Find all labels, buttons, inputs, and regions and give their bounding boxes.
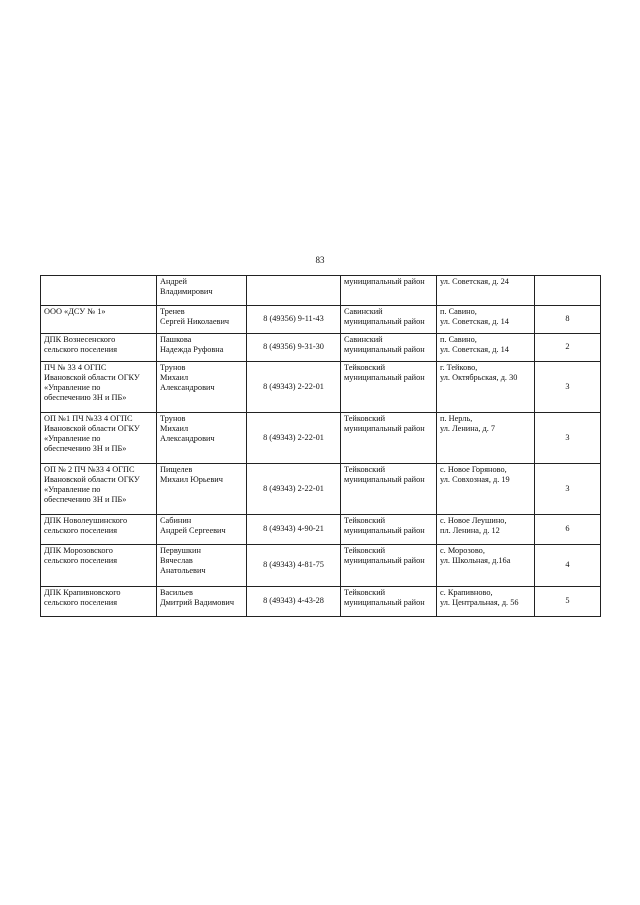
address-line: с. Морозово, — [440, 546, 485, 555]
person-line: Сабинин — [160, 516, 192, 525]
org-line: Ивановской области ОГКУ — [44, 373, 140, 383]
org-line: ОП № 2 ПЧ №33 4 ОГПС — [44, 465, 135, 474]
district-cell — [341, 362, 437, 413]
person-line: Андрей — [160, 277, 187, 286]
contact-person-cell — [157, 306, 247, 334]
org-line: «Управление по — [44, 434, 101, 444]
address-cell — [437, 545, 535, 587]
person-line: Михаил — [160, 373, 189, 383]
org-line: ОП №1 ПЧ №33 4 ОГПС — [44, 414, 133, 423]
count-cell: 6 — [535, 515, 601, 545]
org-line: ДПК Крапивновского — [44, 588, 121, 597]
organization-cell — [41, 306, 157, 334]
person-line: Васильев — [160, 588, 193, 597]
page-number: 83 — [315, 255, 325, 265]
contact-person-cell — [157, 587, 247, 617]
district-cell — [341, 334, 437, 362]
org-line: сельского поселения — [44, 526, 118, 536]
address-line: г. Тейково, — [440, 363, 478, 372]
table-row — [41, 587, 601, 617]
phone-cell: 8 (49343) 2-22-01 — [247, 362, 341, 413]
address-line: ул. Центральная, д. 56 — [440, 598, 519, 608]
organization-cell — [41, 334, 157, 362]
address-cell — [437, 515, 535, 545]
count-cell: 5 — [535, 587, 601, 617]
person-line: Михаил Юрьевич — [160, 475, 223, 485]
table-row — [41, 334, 601, 362]
org-line: сельского поселения — [44, 345, 118, 355]
phone-cell — [247, 276, 341, 306]
phone-cell: 8 (49356) 9-31-30 — [247, 334, 341, 362]
person-line: Первушкин — [160, 546, 201, 555]
person-line: Александрович — [160, 434, 215, 444]
contact-person-cell — [157, 515, 247, 545]
district-line: муниципальный район — [344, 277, 425, 286]
table-row — [41, 464, 601, 515]
person-line: Андрей Сергеевич — [160, 526, 226, 536]
district-line: муниципальный район — [344, 317, 425, 327]
address-line: ул. Совхозная, д. 19 — [440, 475, 510, 485]
organizations-table — [40, 275, 601, 617]
organization-cell — [41, 276, 157, 306]
org-line: ДПК Новолеушинского — [44, 516, 128, 525]
district-line: муниципальный район — [344, 345, 425, 355]
address-line: пл. Ленина, д. 12 — [440, 526, 500, 536]
count-cell: 4 — [535, 545, 601, 587]
organization-cell — [41, 587, 157, 617]
table-row — [41, 306, 601, 334]
address-line: с. Крапивново, — [440, 588, 493, 597]
address-line: ул. Советская, д. 14 — [440, 345, 509, 355]
district-cell — [341, 515, 437, 545]
district-cell — [341, 464, 437, 515]
district-line: муниципальный район — [344, 424, 425, 434]
district-line: Тейковский — [344, 363, 386, 372]
district-line: Савинский — [344, 335, 383, 344]
district-line: Тейковский — [344, 516, 386, 525]
count-cell: 3 — [535, 362, 601, 413]
org-line: сельского поселения — [44, 556, 118, 566]
org-line: Ивановской области ОГКУ — [44, 424, 140, 434]
district-cell — [341, 306, 437, 334]
table-row — [41, 276, 601, 306]
address-cell — [437, 306, 535, 334]
table-row — [41, 515, 601, 545]
address-line: с. Новое Горяново, — [440, 465, 507, 474]
organization-cell — [41, 545, 157, 587]
district-cell — [341, 587, 437, 617]
district-line: Савинский — [344, 307, 383, 316]
phone-cell: 8 (49356) 9-11-43 — [247, 306, 341, 334]
org-line: ООО «ДСУ № 1» — [44, 307, 106, 316]
phone-cell: 8 (49343) 2-22-01 — [247, 413, 341, 464]
address-line: п. Савино, — [440, 307, 477, 316]
organization-cell — [41, 464, 157, 515]
person-line: Пищелев — [160, 465, 193, 474]
phone-cell: 8 (49343) 4-90-21 — [247, 515, 341, 545]
contact-person-cell — [157, 464, 247, 515]
person-line: Владимирович — [160, 287, 213, 297]
org-line: обеспечению ЗН и ПБ» — [44, 444, 127, 454]
contact-person-cell — [157, 334, 247, 362]
address-line: ул. Октябрьская, д. 30 — [440, 373, 518, 383]
address-cell — [437, 464, 535, 515]
person-line: Тренев — [160, 307, 185, 316]
person-line: Пашкова — [160, 335, 192, 344]
org-line: ДПК Морозовского — [44, 546, 113, 555]
table-row — [41, 362, 601, 413]
address-line: п. Нерль, — [440, 414, 473, 423]
district-line: муниципальный район — [344, 373, 425, 383]
address-line: п. Савино, — [440, 335, 477, 344]
org-line: обеспечению ЗН и ПБ» — [44, 393, 127, 403]
address-line: ул. Ленина, д. 7 — [440, 424, 495, 434]
table-row — [41, 545, 601, 587]
org-line: обеспечению ЗН и ПБ» — [44, 495, 127, 505]
count-cell: 2 — [535, 334, 601, 362]
phone-cell: 8 (49343) 4-43-28 — [247, 587, 341, 617]
count-cell: 8 — [535, 306, 601, 334]
district-line: Тейковский — [344, 546, 386, 555]
org-line: «Управление по — [44, 383, 101, 393]
contact-person-cell — [157, 362, 247, 413]
address-line: ул. Советская, д. 14 — [440, 317, 509, 327]
address-cell — [437, 334, 535, 362]
count-cell: 3 — [535, 464, 601, 515]
district-line: Тейковский — [344, 414, 386, 423]
person-line: Анатольевич — [160, 566, 206, 576]
district-line: муниципальный район — [344, 526, 425, 536]
org-line: ПЧ № 33 4 ОГПС — [44, 363, 107, 372]
district-cell — [341, 545, 437, 587]
district-line: муниципальный район — [344, 556, 425, 566]
district-line: муниципальный район — [344, 475, 425, 485]
contact-person-cell — [157, 276, 247, 306]
contact-person-cell — [157, 413, 247, 464]
org-line: ДПК Вознесенского — [44, 335, 116, 344]
person-line: Трунов — [160, 363, 186, 372]
organization-cell — [41, 362, 157, 413]
organization-cell — [41, 413, 157, 464]
org-line: «Управление по — [44, 485, 101, 495]
address-cell — [437, 362, 535, 413]
district-cell — [341, 413, 437, 464]
person-line: Александрович — [160, 383, 215, 393]
phone-cell: 8 (49343) 4-81-75 — [247, 545, 341, 587]
district-line: муниципальный район — [344, 598, 425, 608]
address-line: ул. Школьная, д.16а — [440, 556, 511, 566]
address-line: с. Новое Леушино, — [440, 516, 507, 525]
address-line: ул. Советская, д. 24 — [440, 277, 509, 286]
address-cell — [437, 276, 535, 306]
person-line: Надежда Руфовна — [160, 345, 224, 355]
person-line: Трунов — [160, 414, 186, 423]
contact-person-cell — [157, 545, 247, 587]
address-cell — [437, 587, 535, 617]
phone-cell: 8 (49343) 2-22-01 — [247, 464, 341, 515]
organization-cell — [41, 515, 157, 545]
table-row — [41, 413, 601, 464]
org-line: Ивановской области ОГКУ — [44, 475, 140, 485]
count-cell: 3 — [535, 413, 601, 464]
person-line: Сергей Николаевич — [160, 317, 230, 327]
person-line: Михаил — [160, 424, 189, 434]
district-cell — [341, 276, 437, 306]
person-line: Вячеслав — [160, 556, 193, 566]
address-cell — [437, 413, 535, 464]
org-line: сельского поселения — [44, 598, 118, 608]
district-line: Тейковский — [344, 465, 386, 474]
person-line: Дмитрий Вадимович — [160, 598, 234, 608]
count-cell — [535, 276, 601, 306]
district-line: Тейковский — [344, 588, 386, 597]
